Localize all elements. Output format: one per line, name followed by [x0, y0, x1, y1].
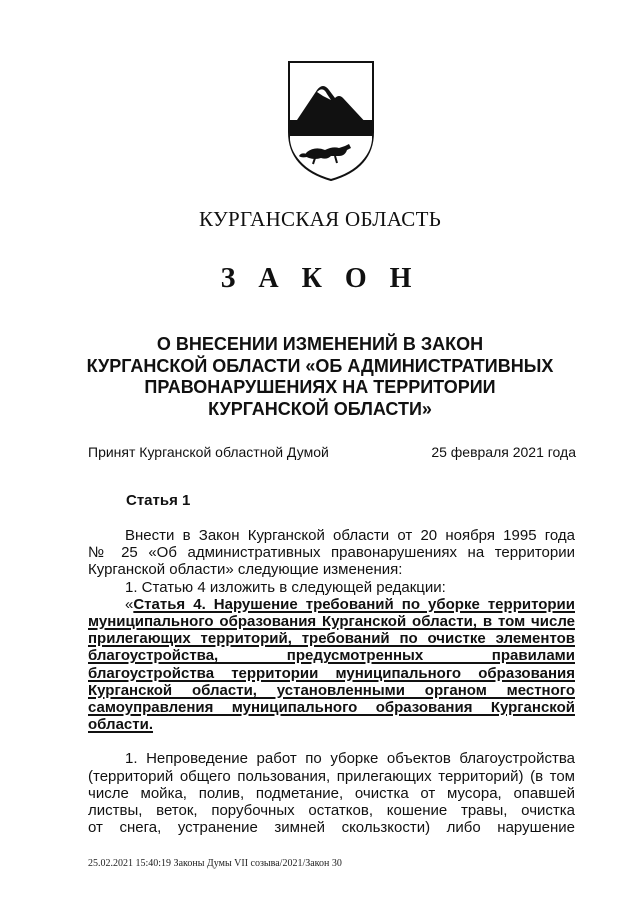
law-subject: [60, 334, 580, 420]
intro-line: № 25 «Об административных правонарушениях на территории: [88, 544, 575, 562]
paragraph-line: от снега, устранение зимней скользкости) либо нарушение: [88, 819, 575, 837]
intro-line: Внести в Закон Курганской области от 20 ноября 1995 года: [125, 527, 575, 544]
item-line: 1. Статью 4 изложить в следующей редакции:: [125, 578, 446, 596]
intro-line: Курганской области» следующие изменения:: [88, 561, 403, 579]
new-article-line: [88, 596, 575, 613]
paragraph-line: числе мойка, полив, подметание, очистка от мусора, опавшей: [88, 784, 575, 802]
document-type-title: З А К О Н: [220, 263, 420, 294]
paragraph-line: 1. Непроведение работ по уборке объектов благоустройства: [125, 750, 575, 768]
open-quote: «: [125, 595, 134, 613]
article-heading: Статья 1: [126, 492, 191, 509]
paragraph-line: листвы, веток, порубочных остатков, кошение травы, очистка: [88, 802, 575, 820]
footer-stamp: 25.02.2021 15:40:19 Законы Думы VII созыва/2021/Закон 30: [88, 858, 342, 869]
new-article-line: прилегающих территорий, требований по очистке элементов: [88, 630, 575, 648]
new-article-line: благоустройства территории муниципального образования: [88, 664, 575, 682]
article-body: [88, 527, 575, 836]
new-article-line: муниципального образования Курганской области, в том числе: [88, 613, 575, 631]
new-article-line: области.: [88, 716, 154, 734]
adopted-date: 25 февраля 2021 года: [431, 444, 576, 460]
adopted-by: Принят Курганской областной Думой: [88, 444, 329, 460]
subject-line: КУРГАНСКОЙ ОБЛАСТИ «ОБ АДМИНИСТРАТИВНЫХ: [86, 355, 554, 376]
new-article-line: самоуправления муниципального образования Курганской: [88, 699, 575, 717]
new-article-line: благоустройства, предусмотренных правилами: [88, 647, 575, 665]
coat-of-arms-icon: [287, 60, 375, 182]
new-article-text: Статья 4. Нарушение требований по уборке территории: [133, 595, 575, 613]
new-article-line: Курганской области, установленными органом местного: [88, 681, 575, 699]
subject-line: О ВНЕСЕНИИ ИЗМЕНЕНИЙ В ЗАКОН: [156, 334, 484, 354]
subject-line: КУРГАНСКОЙ ОБЛАСТИ»: [208, 398, 432, 419]
paragraph: [88, 750, 575, 836]
paragraph-line: (территорий общего пользования, прилегающих территорий) (в том: [88, 767, 575, 785]
region-title: КУРГАНСКАЯ ОБЛАСТЬ: [198, 207, 442, 231]
subject-line: ПРАВОНАРУШЕНИЯХ НА ТЕРРИТОРИИ: [144, 377, 496, 397]
